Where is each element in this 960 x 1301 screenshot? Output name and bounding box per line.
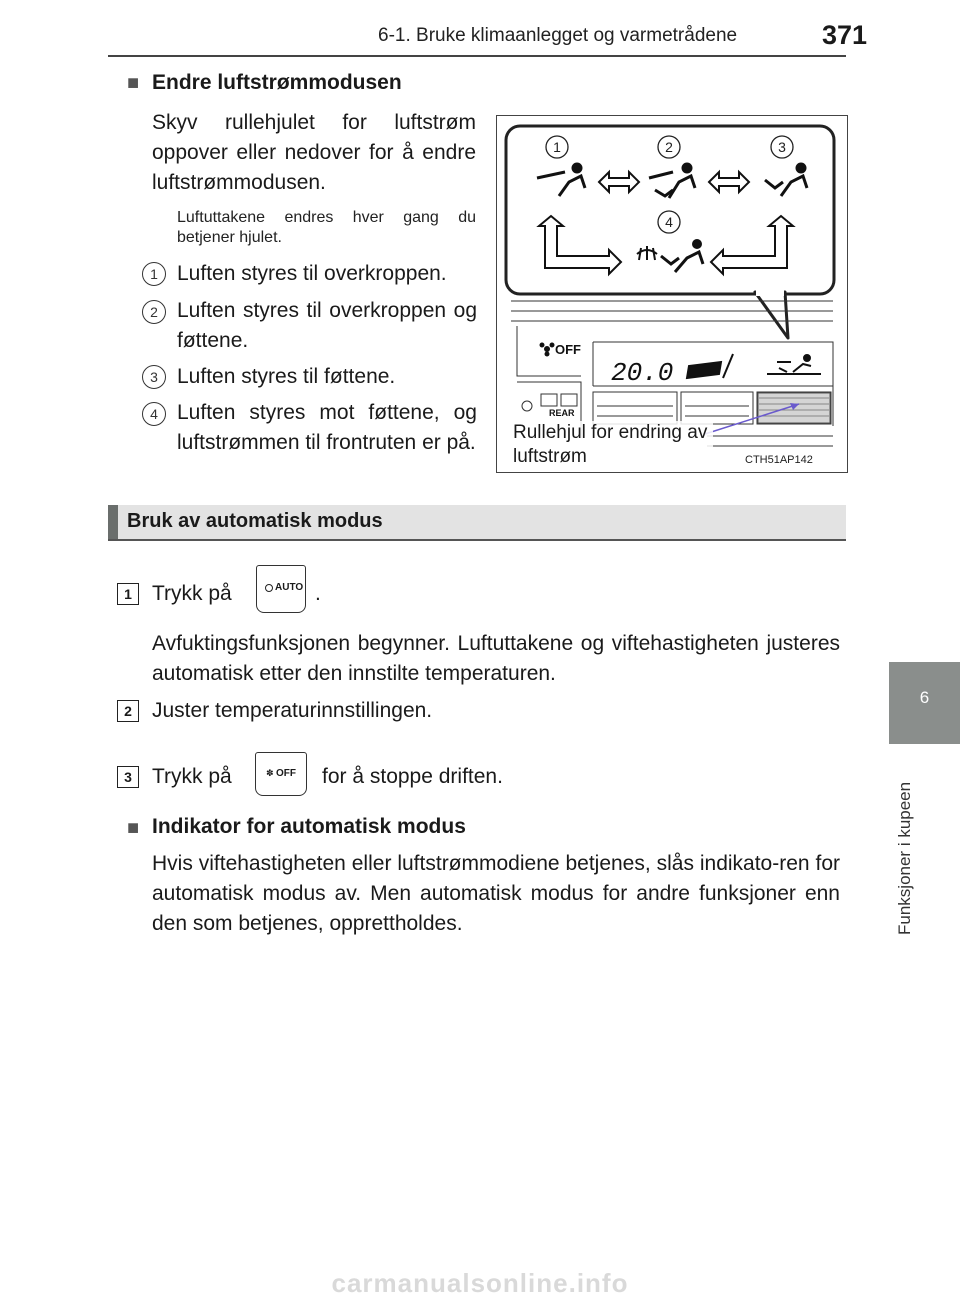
display-mode-icon: [767, 355, 821, 374]
display-temperature: 20.0: [611, 358, 674, 388]
airflow-intro: Skyv rullehjulet for luftstrøm oppover eller nedover for å endre luftstrømmodusen.: [152, 111, 476, 194]
indicator-text: Hvis viftehastigheten eller luftstrømmodiene betjenes, slås indikato-ren for automatisk modus av. Men automatisk modus for andre funksjoner enn den som betjenes, opprettholdes.: [152, 852, 840, 935]
display-fan-bars-icon: [687, 354, 733, 378]
off-button-label: OFF: [276, 768, 296, 779]
auto-button-label: AUTO: [275, 582, 304, 593]
section-title: Bruk av automatisk modus: [127, 510, 383, 532]
item-number-1: 1: [142, 262, 166, 286]
off-button-image: [255, 752, 307, 796]
indicator-heading: Indikator for automatisk modus: [152, 815, 466, 838]
airflow-figure: [496, 115, 848, 473]
step-1-before: Trykk på: [152, 582, 232, 605]
header-rule: [108, 55, 846, 57]
figure-circle-label-4: 4: [665, 214, 673, 230]
callout-label: Rullehjul for endring av luftstrøm: [513, 421, 713, 469]
chapter-title-vertical: [893, 760, 919, 940]
figure-circle-label-3: 3: [778, 139, 786, 155]
step-3-before: Trykk på: [152, 765, 232, 788]
step-number-1: 1: [117, 583, 139, 605]
airflow-item-1: Luften styres til overkroppen.: [177, 262, 447, 285]
chapter-title: Funksjoner i kupeen: [895, 781, 914, 935]
watermark: carmanualsonline.info: [331, 1268, 629, 1298]
chapter-number: 6: [919, 688, 930, 707]
step-1-after: .: [315, 582, 321, 605]
step-number-2: 2: [117, 700, 139, 722]
figure-circle-label-2: 2: [665, 139, 673, 155]
airflow-item-3: Luften styres til føttene.: [177, 365, 396, 388]
auto-indicator-icon: [265, 584, 273, 592]
figure-code: CTH51AP142: [745, 454, 813, 466]
rear-text: REAR: [549, 408, 575, 418]
step-number-3: 3: [117, 766, 139, 788]
step-3-after: for å stoppe driften.: [322, 765, 503, 788]
square-bullet-icon: ■: [127, 72, 140, 94]
figure-circle-label-1: 1: [553, 139, 561, 155]
item-number-4: 4: [142, 402, 166, 426]
step-1-detail: Avfuktingsfunksjonen begynner. Luftuttakene og viftehastigheten justeres automatisk etter den innstilte temperaturen.: [152, 632, 840, 685]
item-number-2: 2: [142, 300, 166, 324]
step-2-text: Juster temperaturinnstillingen.: [152, 699, 433, 722]
figure-illustration: [497, 116, 847, 472]
off-text: OFF: [555, 342, 581, 357]
square-bullet-icon-2: ■: [127, 817, 140, 839]
airflow-item-4: Luften styres mot føttene, og luftstrømmen til frontruten er på.: [177, 401, 477, 454]
header-section-title: 6-1. Bruke klimaanlegget og varmetrådene: [378, 25, 738, 46]
airflow-note: Luftuttakene endres hver gang du betjener hjulet.: [177, 209, 476, 246]
fan-icon: [540, 343, 555, 357]
fan-icon-small: ✽: [266, 768, 274, 778]
airflow-heading: Endre luftstrømmodusen: [152, 71, 402, 94]
page-number: 371: [822, 20, 868, 50]
section-bar-accent: [108, 505, 118, 539]
item-number-3: 3: [142, 365, 166, 389]
auto-button-image: [256, 565, 306, 613]
airflow-item-2: Luften styres til overkroppen og føttene.: [177, 299, 477, 352]
